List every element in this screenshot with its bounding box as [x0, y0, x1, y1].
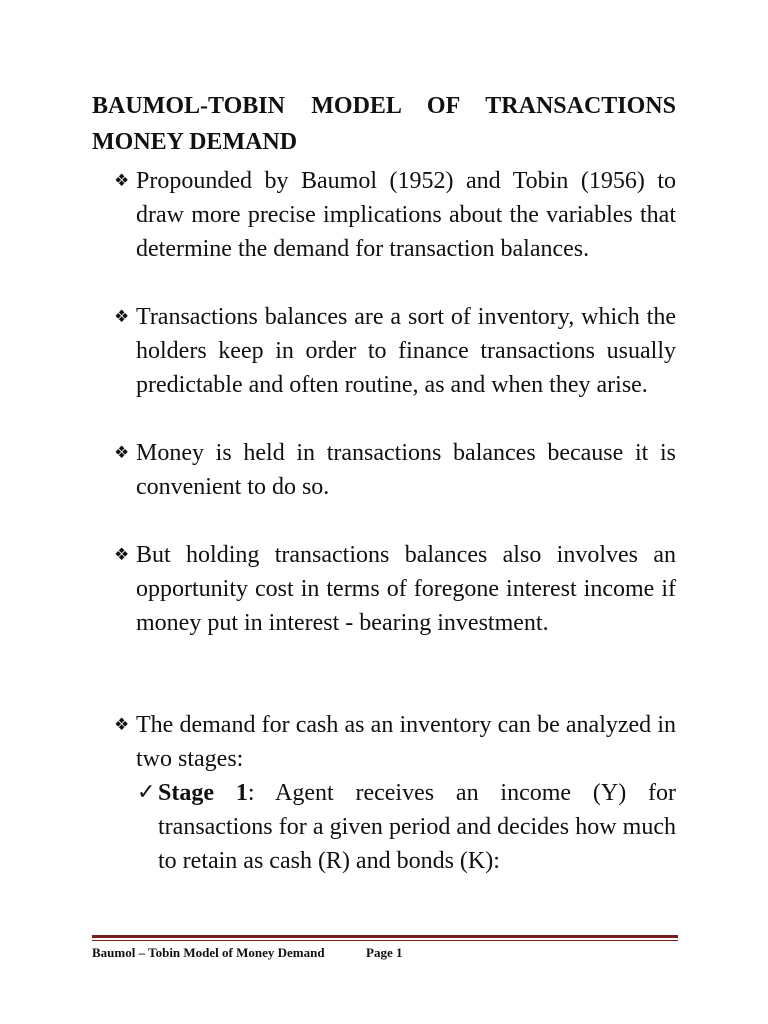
- diamond-bullet-icon: ❖: [114, 307, 130, 326]
- bullet-text: Money is held in transactions balances because it is convenient to do so.: [136, 440, 676, 500]
- sub-item-label: Stage 1: [158, 780, 248, 806]
- title-line-1: BAUMOL-TOBIN MODEL OF TRANSACTIONS: [92, 93, 676, 119]
- footer-rule-thin: [92, 940, 678, 941]
- document-title: [92, 88, 676, 160]
- diamond-bullet-icon: ❖: [114, 715, 130, 734]
- footer-rule-thick: [92, 935, 678, 938]
- footer-rule: [92, 935, 678, 941]
- bullet-item: [92, 164, 676, 266]
- page-number: Page 1: [366, 945, 403, 960]
- bullet-text: But holding transactions balances also involves an opportunity cost in terms of foregone interest income if money put in interest - bearing investment.: [136, 542, 676, 636]
- checkmark-icon: ✓: [137, 780, 156, 805]
- diamond-bullet-icon: ❖: [114, 443, 130, 462]
- bullet-item: [92, 300, 676, 402]
- bullet-text: Transactions balances are a sort of inventory, which the holders keep in order to finance transactions usually predictable and often routine, as and when they arise.: [136, 304, 676, 398]
- footer-title: Baumol – Tobin Model of Money Demand: [92, 945, 325, 960]
- sub-item: [92, 776, 676, 878]
- bullet-item: [92, 538, 676, 640]
- bullet-item: [92, 436, 676, 504]
- bullet-item: [92, 708, 676, 776]
- diamond-bullet-icon: ❖: [114, 545, 130, 564]
- document-body: [92, 88, 676, 878]
- diamond-bullet-icon: ❖: [114, 171, 130, 190]
- title-line-2: MONEY DEMAND: [92, 129, 298, 155]
- bullet-text: The demand for cash as an inventory can be analyzed in two stages:: [136, 712, 676, 772]
- page-footer: [92, 944, 678, 962]
- bullet-text: Propounded by Baumol (1952) and Tobin (1956) to draw more precise implications about the variables that determine the demand for transaction balances.: [136, 168, 676, 262]
- sub-item-text: : Agent receives an income (Y) for transactions for a given period and decides how much to retain as cash (R) and bonds (K):: [158, 780, 676, 874]
